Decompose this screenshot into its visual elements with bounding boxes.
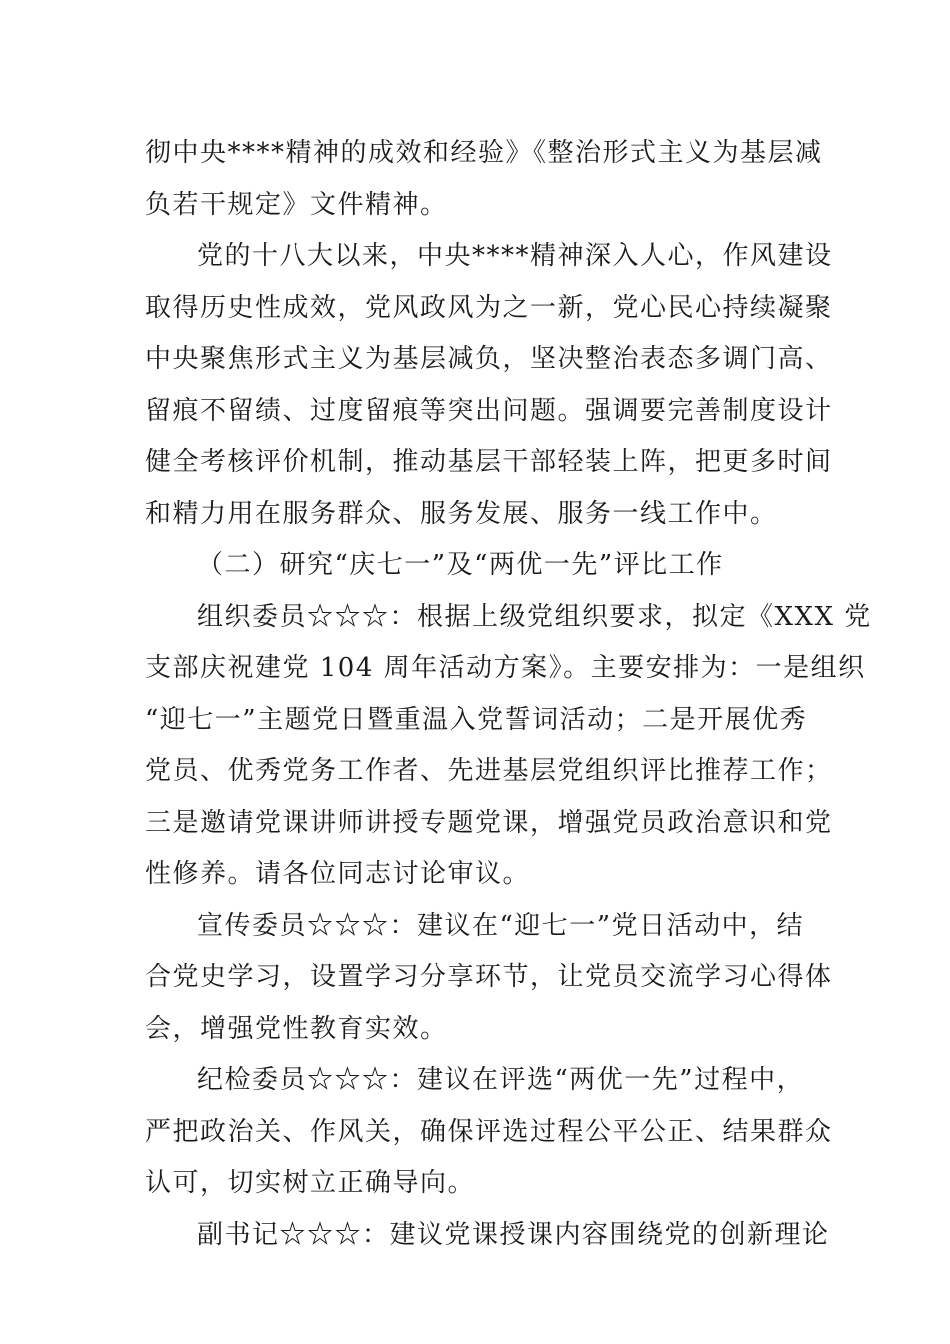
text-line: 性修养。请各位同志讨论审议。 (145, 859, 531, 889)
text-line: 支部庆祝建党 104 周年活动方案》。主要安排为：一是组织 (145, 653, 866, 683)
text-line: “迎七一”主题党日暨重温入党誓词活动；二是开展优秀 (145, 704, 808, 735)
text-line: 合党史学习，设置学习分享环节，让党员交流学习心得体 (145, 962, 833, 992)
text-line: 认可，切实树立正确导向。 (145, 1168, 476, 1198)
text-line: 会，增强党性教育实效。 (145, 1013, 448, 1044)
paragraph-start-line: 纪检委员☆☆☆：建议在评选“两优一先”过程中， (197, 1065, 805, 1095)
text-line: 彻中央****精神的成效和经验》《整治形式主义为基层减 (145, 138, 823, 168)
text-line: 三是邀请党课讲师讲授专题党课，增强党员政治意识和党 (145, 807, 833, 838)
paragraph-start-line: 组织委员☆☆☆：根据上级党组织要求，拟定《XXX 党 (197, 601, 872, 632)
text-line: 取得历史性成效，党风政风为之一新，党心民心持续凝聚 (145, 292, 833, 323)
paragraph-start-line: 党的十八大以来，中央****精神深入人心，作风建设 (197, 241, 833, 271)
text-line: 健全考核评价机制，推动基层干部轻装上阵，把更多时间 (145, 447, 833, 477)
paragraph-start-line: 副书记☆☆☆：建议党课授课内容围绕党的创新理论 (197, 1219, 830, 1250)
section-heading: （二）研究“庆七一”及“两优一先”评比工作 (197, 550, 724, 580)
text-line: 负若干规定》文件精神。 (145, 189, 448, 220)
document-body (145, 128, 872, 1261)
text-line: 留痕不留绩、过度留痕等突出问题。强调要完善制度设计 (145, 395, 833, 426)
text-line: 严把政治关、作风关，确保评选过程公平公正、结果群众 (145, 1116, 833, 1147)
paragraph-start-line: 宣传委员☆☆☆：建议在“迎七一”党日活动中，结 (197, 910, 805, 941)
text-line: 党员、优秀党务工作者、先进基层党组织评比推荐工作； (145, 756, 833, 786)
text-line: 中央聚焦形式主义为基层减负，坚决整治表态多调门高、 (145, 344, 833, 374)
text-line: 和精力用在服务群众、服务发展、服务一线工作中。 (145, 498, 778, 529)
